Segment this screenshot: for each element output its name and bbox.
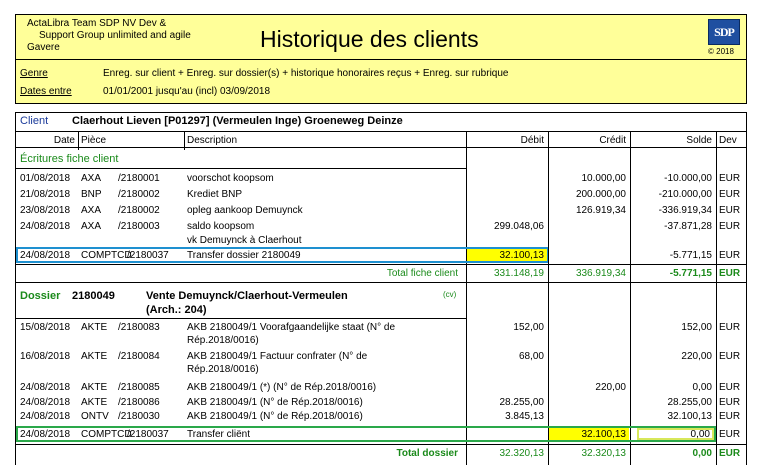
row-desc: opleg aankoop Demuynck (187, 205, 303, 216)
row-solde: -37.871,28 (664, 221, 712, 232)
section-divider (15, 318, 467, 319)
genre-value: Enreg. sur client + Enreg. sur dossier(s) + historique honoraires reçus + Enreg. sur rubrique (103, 68, 509, 79)
row-num: /2180002 (118, 189, 160, 200)
row-journal: COMPTCD (81, 429, 132, 440)
row-num: /2180084 (118, 351, 160, 362)
row-desc: Transfer dossier 2180049 (187, 250, 301, 261)
row-journal: COMPTCD (81, 250, 132, 261)
row-solde: 152,00 (681, 322, 712, 333)
row-journal: AKTE (81, 382, 108, 393)
row-debit: 32.100,13 (499, 250, 544, 261)
genre-label: Genre (20, 68, 48, 79)
row-desc-2: Rép.2018/0016) (187, 364, 259, 375)
row-desc: AKB 2180049/1 (*) (N° de Rép.2018/0016) (187, 382, 377, 393)
row-journal: ONTV (81, 411, 109, 422)
col-piece: Pièce (81, 135, 107, 146)
col-divider (716, 132, 717, 465)
col-dev: Dev (719, 135, 737, 146)
col-solde: Solde (686, 135, 712, 146)
row-journal: AKTE (81, 397, 108, 408)
row-journal: AXA (81, 205, 102, 216)
row-dev: EUR (719, 173, 741, 184)
row-date: 24/08/2018 (20, 250, 71, 261)
client-total-dev: EUR (719, 268, 741, 279)
client-name: Claerhout Lieven [P01297] (Vermeulen Inge) Groeneweg Deinze (72, 115, 403, 127)
row-dev: EUR (719, 411, 741, 422)
row-journal: AKTE (81, 351, 108, 362)
company-line-2: Support Group unlimited and agile (39, 30, 191, 41)
row-desc: AKB 2180049/1 Voorafgaandelijke staat (N° de (187, 322, 396, 333)
client-total-solde: -5.771,15 (669, 268, 712, 279)
dates-value: 01/01/2001 jusqu'au (incl) 03/09/2018 (103, 86, 271, 97)
row-num: /2180083 (118, 322, 160, 333)
row-num: /2180037 (127, 250, 169, 261)
client-total-debit: 331.148,19 (493, 268, 544, 279)
row-solde: 220,00 (681, 351, 712, 362)
row-debit: 68,00 (518, 351, 544, 362)
total-divider (15, 264, 747, 265)
row-solde: -5.771,15 (669, 250, 712, 261)
row-date: 15/08/2018 (20, 322, 71, 333)
row-desc: AKB 2180049/1 (N° de Rép.2018/0016) (187, 411, 363, 422)
criteria-block (15, 60, 747, 104)
row-credit: 220,00 (595, 382, 626, 393)
sdp-logo: SDP (708, 19, 740, 45)
row-desc: saldo koopsom (187, 221, 255, 232)
row-dev: EUR (719, 382, 741, 393)
copyright: © 2018 (708, 47, 734, 56)
header-divider (15, 147, 747, 148)
col-date: Date (53, 135, 75, 146)
col-debit: Débit (520, 135, 544, 146)
row-journal: AXA (81, 221, 102, 232)
row-credit: 32.100,13 (581, 429, 626, 440)
row-debit: 299.048,06 (493, 221, 544, 232)
row-dev: EUR (719, 322, 741, 333)
row-num: /2180085 (118, 382, 160, 393)
row-date: 24/08/2018 (20, 397, 71, 408)
row-dev: EUR (719, 351, 741, 362)
row-date: 21/08/2018 (20, 189, 71, 200)
row-solde: -210.000,00 (658, 189, 712, 200)
row-journal: BNP (81, 189, 102, 200)
table-row (20, 173, 70, 184)
row-journal: AKTE (81, 322, 108, 333)
row-dev: EUR (719, 250, 741, 261)
row-desc: AKB 2180049/1 Factuur confrater (N° de (187, 351, 368, 362)
dossier-total-credit: 32.320,13 (581, 448, 626, 459)
report-title: Historique des clients (260, 26, 479, 52)
dossier-cv: (cv) (443, 290, 457, 299)
row-desc: Transfer cliënt (187, 429, 250, 440)
row-desc: voorschot koopsom (187, 173, 274, 184)
company-name (27, 18, 217, 54)
row-solde: -10.000,00 (664, 173, 712, 184)
dossier-label: Dossier (20, 290, 61, 302)
row-dev: EUR (719, 189, 741, 200)
row-desc: AKB 2180049/1 (N° de Rép.2018/0016) (187, 397, 363, 408)
row-dev: EUR (719, 221, 741, 232)
row-date: 24/08/2018 (20, 221, 71, 232)
row-credit: 10.000,00 (581, 173, 626, 184)
dossier-name: Vente Demuynck/Claerhout-Vermeulen (146, 290, 348, 302)
row-num: /2180086 (118, 397, 160, 408)
row-solde: 0,00 (692, 382, 712, 393)
section-divider (15, 282, 747, 283)
section-divider (15, 168, 467, 169)
row-journal: AXA (81, 173, 102, 184)
company-line-1: ActaLibra Team SDP NV Dev & (27, 18, 167, 29)
row-num: /2180002 (118, 205, 160, 216)
row-debit: 3.845,13 (505, 411, 544, 422)
row-dev: EUR (719, 397, 741, 408)
dossier-total-dev: EUR (719, 448, 741, 459)
col-credit: Crédit (599, 135, 626, 146)
row-solde: 32.100,13 (667, 411, 712, 422)
dossier-total-debit: 32.320,13 (499, 448, 544, 459)
row-credit: 126.919,34 (575, 205, 626, 216)
row-date: 23/08/2018 (20, 205, 71, 216)
client-total-label: Total fiche client (386, 268, 458, 279)
row-num: /2180037 (127, 429, 169, 440)
row-solde: 0,00 (690, 429, 710, 440)
row-date: 01/08/2018 (20, 173, 71, 184)
row-date: 24/08/2018 (20, 411, 71, 422)
row-solde: 28.255,00 (667, 397, 712, 408)
client-section-title: Écritures fiche client (20, 153, 119, 165)
company-line-3: Gavere (27, 42, 60, 53)
row-debit: 28.255,00 (499, 397, 544, 408)
row-solde: -336.919,34 (658, 205, 712, 216)
row-date: 24/08/2018 (20, 382, 71, 393)
dossier-arch: (Arch.: 204) (146, 304, 207, 316)
row-num: /2180003 (118, 221, 160, 232)
col-description: Description (187, 135, 238, 146)
row-date: 24/08/2018 (20, 429, 71, 440)
row-credit: 200.000,00 (575, 189, 626, 200)
col-divider (466, 132, 467, 465)
row-num: /2180030 (118, 411, 160, 422)
row-desc-2: vk Demuynck à Claerhout (187, 235, 302, 246)
dossier-number: 2180049 (72, 290, 115, 302)
col-divider (630, 132, 631, 465)
client-total-credit: 336.919,34 (575, 268, 626, 279)
total-divider (15, 444, 747, 445)
row-dev: EUR (719, 429, 741, 440)
client-label: Client (20, 115, 49, 127)
dates-label: Dates entre (20, 86, 72, 97)
row-num: /2180001 (118, 173, 160, 184)
col-divider (548, 132, 549, 465)
row-dev: EUR (719, 205, 741, 216)
dossier-total-solde: 0,00 (692, 448, 712, 459)
row-desc: Krediet BNP (187, 189, 243, 200)
dossier-total-label: Total dossier (396, 448, 458, 459)
row-date: 16/08/2018 (20, 351, 71, 362)
row-debit: 152,00 (513, 322, 544, 333)
row-desc-2: Rép.2018/0016) (187, 335, 259, 346)
